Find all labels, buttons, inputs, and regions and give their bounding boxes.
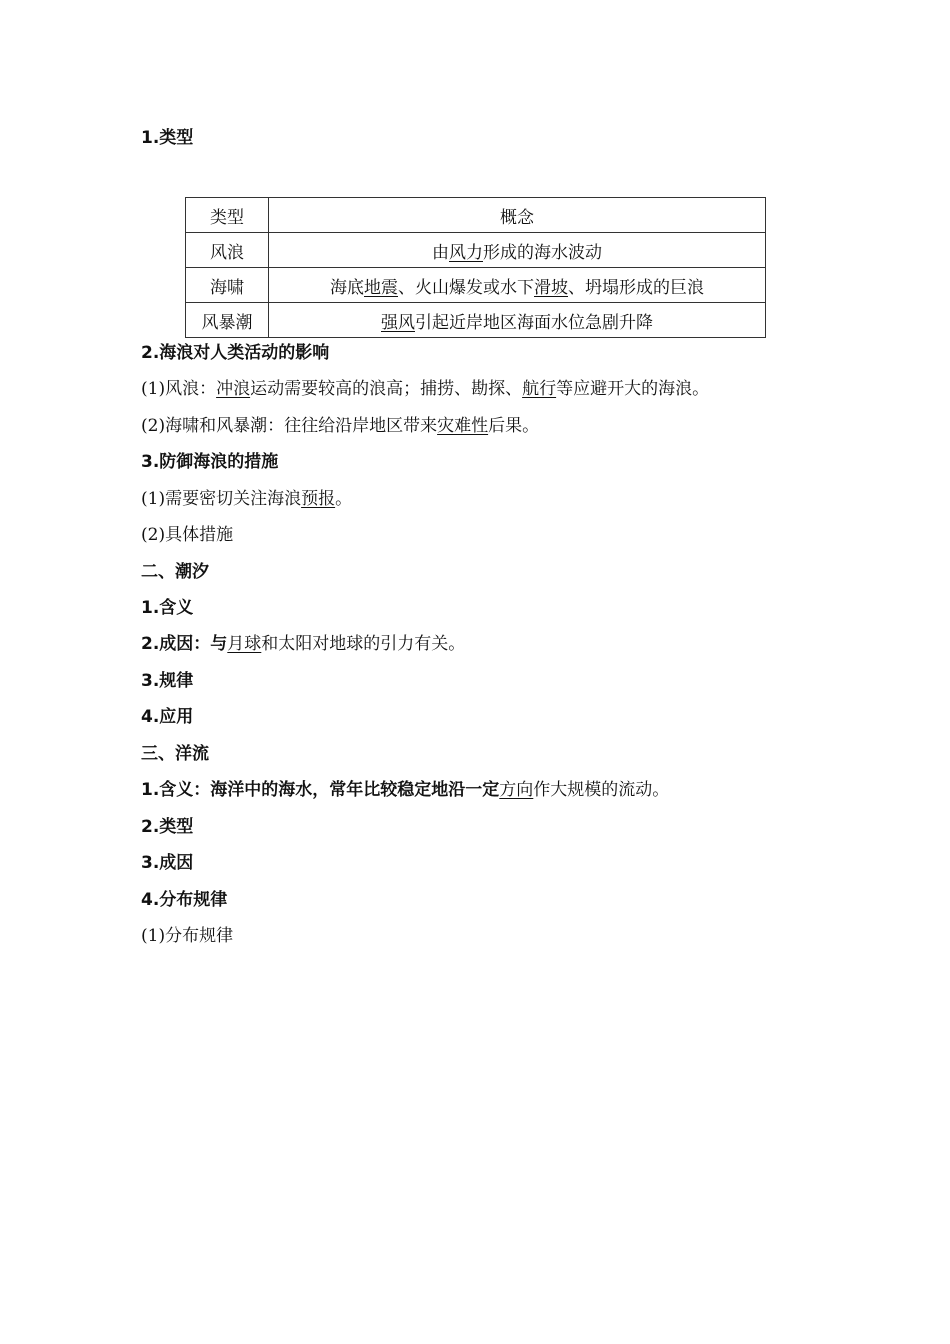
tide-application: 4.应用 (141, 707, 194, 727)
text-segment: 、火山爆发或水下 (398, 277, 534, 298)
table-row (186, 233, 766, 268)
underlined-term: 方向 (499, 780, 534, 800)
underlined-term: 强风 (381, 312, 415, 333)
defense-item-2: (2)具体措施 (141, 525, 234, 545)
underlined-term: 地震 (364, 277, 398, 298)
table-cell-concept (269, 303, 766, 338)
section-types-heading: 1.类型 (141, 128, 194, 148)
current-distribution: 4.分布规律 (141, 890, 228, 910)
text-segment: 形成的海水波动 (483, 242, 602, 263)
wave-types-table (185, 197, 766, 338)
table-header-concept: 概念 (269, 198, 766, 233)
defense-item-1 (141, 488, 352, 510)
text-segment: 作大规模的流动。 (533, 780, 670, 800)
text-segment: 运动需要较高的浪高；捕捞、勘探、 (250, 379, 523, 399)
impact-item-2 (141, 415, 539, 437)
text-segment: 和太阳对地球的引力有关。 (261, 634, 466, 654)
text-segment: 后果。 (488, 416, 540, 436)
table-cell-type: 风浪 (186, 233, 269, 268)
current-meaning (141, 779, 669, 801)
underlined-term: 风力 (449, 242, 483, 263)
underlined-term: 冲浪 (216, 379, 251, 399)
text-segment: 海底 (330, 277, 364, 298)
table-row (186, 303, 766, 338)
impact-heading: 2.海浪对人类活动的影响 (141, 343, 330, 363)
underlined-term: 月球 (227, 634, 262, 654)
current-cause: 3.成因 (141, 853, 194, 873)
table-cell-type: 海啸 (186, 268, 269, 303)
text-segment: 1.含义：海洋中的海水，常年比较稳定地沿一定 (141, 780, 500, 800)
tide-heading: 二、潮汐 (141, 562, 209, 582)
table-cell-concept (269, 268, 766, 303)
current-heading: 三、洋流 (141, 744, 209, 764)
table-header-type: 类型 (186, 198, 269, 233)
current-type: 2.类型 (141, 817, 194, 837)
tide-rule: 3.规律 (141, 671, 194, 691)
underlined-term: 灾难性 (437, 416, 489, 436)
table-cell-type: 风暴潮 (186, 303, 269, 338)
current-distribution-item-1: (1)分布规律 (141, 926, 234, 946)
table-row (186, 268, 766, 303)
text-segment: 、坍塌形成的巨浪 (568, 277, 704, 298)
text-segment: (1)需要密切关注海浪 (141, 489, 302, 509)
text-segment: 。 (335, 489, 353, 509)
text-segment: 引起近岸地区海面水位急剧升降 (415, 312, 653, 333)
underlined-term: 航行 (522, 379, 557, 399)
tide-cause (141, 633, 465, 655)
underlined-term: 预报 (301, 489, 336, 509)
text-segment: 由 (432, 242, 449, 263)
text-segment: 2.成因：与 (141, 634, 228, 654)
table-header-row (186, 198, 766, 233)
impact-item-1 (141, 378, 709, 400)
text-segment: 等应避开大的海浪。 (556, 379, 710, 399)
underlined-term: 滑坡 (534, 277, 568, 298)
tide-meaning: 1.含义 (141, 598, 194, 618)
defense-heading: 3.防御海浪的措施 (141, 452, 279, 472)
table-cell-concept (269, 233, 766, 268)
text-segment: (1)风浪： (141, 379, 217, 399)
text-segment: (2)海啸和风暴潮：往往给沿岸地区带来 (141, 416, 438, 436)
